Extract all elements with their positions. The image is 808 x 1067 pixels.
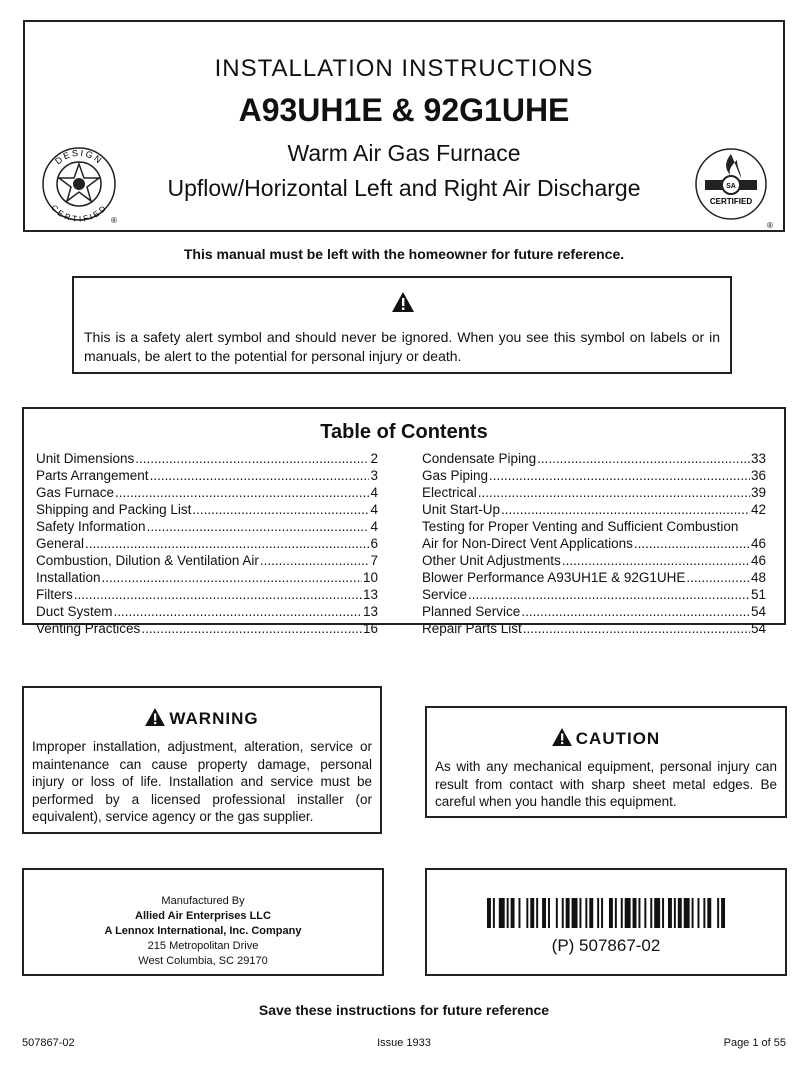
toc-entry-title: Filters xyxy=(36,587,73,602)
toc-leader-dots xyxy=(489,467,750,484)
warning-triangle-icon xyxy=(145,708,165,726)
toc-leader-dots xyxy=(114,603,362,620)
toc-entry-page: 46 xyxy=(750,553,766,568)
toc-entry xyxy=(36,501,378,518)
toc-entry xyxy=(36,518,378,535)
toc-entry-title: Shipping and Packing List xyxy=(36,502,192,517)
toc-entry-title: Installation xyxy=(36,570,101,585)
toc-entry-title: Service xyxy=(422,587,468,602)
seal-top-text: DESIGN xyxy=(53,147,105,167)
toc-leader-dots xyxy=(686,569,750,586)
toc-entry-title: Unit Start-Up xyxy=(422,502,501,517)
toc-entry-page: 51 xyxy=(750,587,766,602)
toc-leader-dots xyxy=(501,501,750,518)
warning-box xyxy=(22,686,382,834)
safety-alert-box xyxy=(72,276,732,374)
toc-leader-dots xyxy=(634,535,750,552)
toc-leader-dots xyxy=(521,603,750,620)
toc-entry-title: Gas Piping xyxy=(422,468,489,483)
toc-entry-title: General xyxy=(36,536,85,551)
part-number-box xyxy=(425,868,787,976)
address-line-2: West Columbia, SC 29170 xyxy=(138,955,268,967)
toc-entry-page: 4 xyxy=(370,519,378,534)
save-instructions-note: Save these instructions for future reference xyxy=(258,1002,550,1018)
toc-entry xyxy=(422,450,766,467)
seal-right-registered-mark: ® xyxy=(767,221,773,230)
toc-entry-page: 48 xyxy=(750,570,766,585)
toc-entry-title: Condensate Piping xyxy=(422,451,537,466)
toc-entry-page: 7 xyxy=(370,553,378,568)
toc-leader-dots xyxy=(147,518,370,535)
toc-leader-dots xyxy=(141,620,362,637)
footer-issue: Issue 1933 xyxy=(377,1037,431,1049)
toc-title: Table of Contents xyxy=(320,421,488,443)
toc-entry xyxy=(36,484,378,501)
toc-leader-dots xyxy=(537,450,750,467)
toc-entry-page: 54 xyxy=(750,621,766,636)
toc-entry-title: Combustion, Dilution & Ventilation Air xyxy=(36,553,259,568)
toc-entry-page: 3 xyxy=(370,468,378,483)
toc-entry-title: Repair Parts List xyxy=(422,621,522,636)
toc-entry-page: 13 xyxy=(362,604,378,619)
warning-triangle-icon xyxy=(392,292,414,312)
manufacturer-box xyxy=(22,868,384,976)
product-name: Warm Air Gas Furnace xyxy=(287,140,521,166)
warning-text: Improper installation, adjustment, alteration, service or maintenance can cause property damage, personal injury or loss of life. Installation and service must be performed by a licensed professional installer (or equivalent), service agency or the gas supplier. xyxy=(32,739,372,824)
toc-entry xyxy=(36,552,378,569)
toc-entry xyxy=(422,484,766,501)
part-number: (P) 507867-02 xyxy=(551,936,661,955)
csa-certified-seal-icon xyxy=(693,146,777,230)
toc-entry-title: Electrical xyxy=(422,485,477,500)
caution-text: As with any mechanical equipment, personal injury can result from contact with sharp sheet metal edges. Be careful when you handle this equipment. xyxy=(435,759,777,809)
toc-entry-title: Duct System xyxy=(36,604,113,619)
toc-entry-title: Planned Service xyxy=(422,604,521,619)
doc-type: INSTALLATION INSTRUCTIONS xyxy=(214,55,594,82)
toc-entry-page: 36 xyxy=(750,468,766,483)
toc-entry-title: Parts Arrangement xyxy=(36,468,149,483)
toc-leader-dots xyxy=(523,620,750,637)
toc-entry-page: 6 xyxy=(370,536,378,551)
address-line-1: 215 Metropolitan Drive xyxy=(147,940,259,952)
toc-entry-title: Unit Dimensions xyxy=(36,451,135,466)
title-block xyxy=(23,20,785,232)
toc-entry-page: 39 xyxy=(750,485,766,500)
toc-entry: Testing for Proper Venting and Sufficient Combustion xyxy=(422,519,739,534)
toc-entry xyxy=(422,586,766,603)
toc-entry-page: 4 xyxy=(370,502,378,517)
toc-left-column xyxy=(36,450,378,637)
toc-leader-dots xyxy=(468,586,750,603)
caution-box xyxy=(425,706,787,818)
company-name: Allied Air Enterprises LLC xyxy=(135,910,271,922)
design-certified-seal-icon xyxy=(39,144,119,224)
toc-entry xyxy=(422,467,766,484)
toc-leader-dots xyxy=(562,552,750,569)
toc-entry xyxy=(36,467,378,484)
toc-leader-dots xyxy=(260,552,370,569)
toc-entry xyxy=(36,569,378,586)
toc-entry xyxy=(422,620,766,637)
model-numbers: A93UH1E & 92G1UHE xyxy=(238,92,570,128)
svg-text:SA: SA xyxy=(726,183,736,190)
toc-entry-title: Venting Practices xyxy=(36,621,141,636)
toc-entry-title: Blower Performance A93UH1E & 92G1UHE xyxy=(422,570,686,585)
toc-entry-page: 13 xyxy=(362,587,378,602)
seal-right-text: CERTIFIED xyxy=(709,197,753,206)
warning-triangle-icon xyxy=(552,728,572,746)
caution-heading-text: CAUTION xyxy=(575,729,661,748)
toc-leader-dots xyxy=(135,450,369,467)
toc-entry-page: 54 xyxy=(750,604,766,619)
toc-entry xyxy=(36,603,378,620)
toc-entry-title: Safety Information xyxy=(36,519,146,534)
toc-entry xyxy=(422,501,766,518)
toc-entry-page: 42 xyxy=(750,502,766,517)
table-of-contents xyxy=(22,407,786,636)
toc-entry-title: Other Unit Adjustments xyxy=(422,553,561,568)
warning-heading xyxy=(24,708,380,729)
toc-entry xyxy=(36,586,378,603)
footer-page-number: Page 1 of 55 xyxy=(723,1037,786,1049)
toc-entry-title: Gas Furnace xyxy=(36,485,115,500)
seal-bottom-text: CERTIFIED xyxy=(49,203,109,224)
toc-entry-page: 46 xyxy=(750,536,766,551)
toc-entry xyxy=(36,620,378,637)
safety-alert-text: This is a safety alert symbol and should never be ignored. When you see this symbol on labels or in manuals, be alert to the potential for personal injury or death. xyxy=(84,329,720,364)
product-subtitle: Upflow/Horizontal Left and Right Air Discharge xyxy=(167,175,641,201)
parent-company: A Lennox International, Inc. Company xyxy=(104,925,302,937)
caution-heading xyxy=(427,728,785,749)
toc-leader-dots xyxy=(478,484,750,501)
seal-registered-mark: ® xyxy=(111,216,117,224)
toc-entry xyxy=(422,603,766,620)
barcode-icon xyxy=(487,898,727,928)
toc-leader-dots xyxy=(115,484,369,501)
toc-entry-page: 16 xyxy=(362,621,378,636)
toc-entry-page: 4 xyxy=(370,485,378,500)
toc-entry xyxy=(36,450,378,467)
toc-entry xyxy=(36,535,378,552)
toc-entry-page: 2 xyxy=(370,451,378,466)
footer-doc-number: 507867-02 xyxy=(22,1037,75,1049)
toc-entry xyxy=(422,552,766,569)
toc-leader-dots xyxy=(192,501,369,518)
toc-leader-dots xyxy=(150,467,370,484)
toc-entry xyxy=(422,535,766,552)
toc-leader-dots xyxy=(74,586,362,603)
toc-right-column xyxy=(422,450,766,637)
toc-entry-page: 10 xyxy=(362,570,378,585)
manufactured-by-label: Manufactured By xyxy=(161,895,245,907)
toc-entry-page: 33 xyxy=(750,451,766,466)
toc-leader-dots xyxy=(102,569,362,586)
warning-heading-text: WARNING xyxy=(169,709,259,728)
toc-entry-title: Air for Non-Direct Vent Applications xyxy=(422,536,633,551)
toc-entry xyxy=(422,569,766,586)
toc-leader-dots xyxy=(85,535,369,552)
homeowner-note: This manual must be left with the homeowner for future reference. xyxy=(183,246,625,262)
